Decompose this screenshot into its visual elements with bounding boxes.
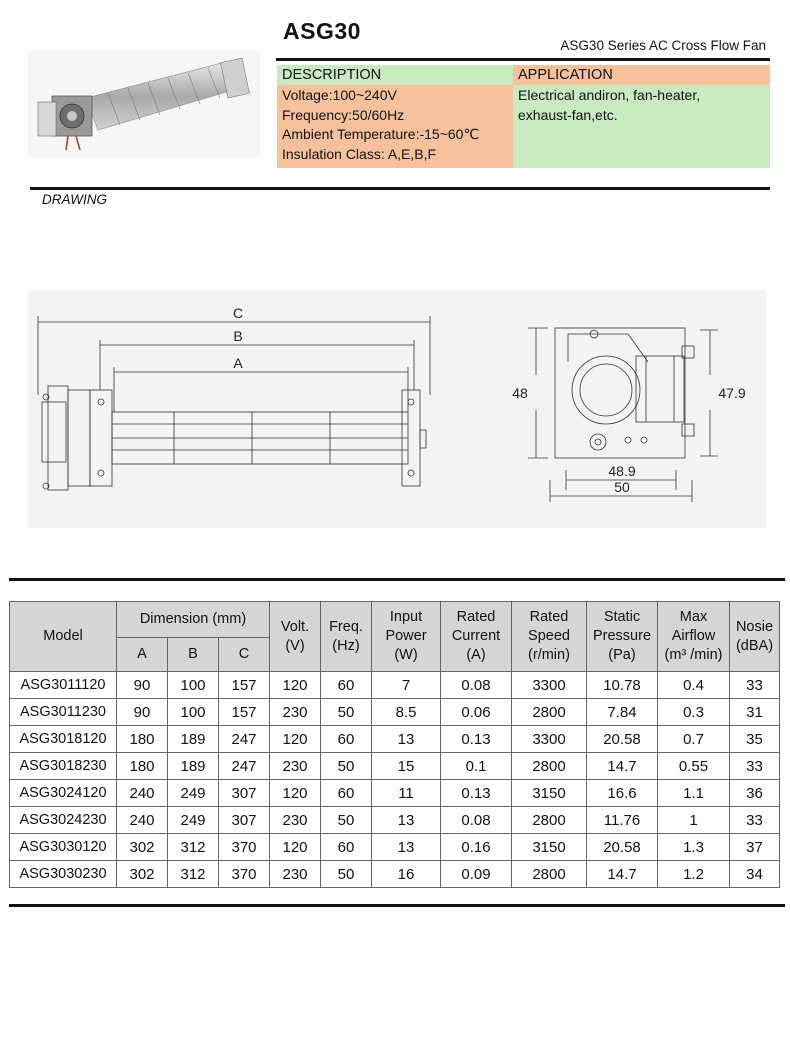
cell-dim-c: 370 xyxy=(219,834,270,861)
cell-noise: 34 xyxy=(730,861,780,888)
col-header-static-pressure: Static Pressure (Pa) xyxy=(587,602,658,672)
col-header-rated-current: Rated Current (A) xyxy=(441,602,512,672)
cell-model: ASG3030230 xyxy=(10,861,117,888)
dim-label-48-9: 48.9 xyxy=(608,463,636,479)
col-header-rated-speed: Rated Speed (r/min) xyxy=(512,602,587,672)
cell-dim-a: 240 xyxy=(117,807,168,834)
dimension-drawing-svg xyxy=(28,290,766,528)
cell-dim-b: 100 xyxy=(168,699,219,726)
insulation-spec: Insulation Class: A,E,B,F xyxy=(282,145,437,162)
application-line: Electrical andiron, fan-heater, xyxy=(518,87,701,103)
cell-static-pressure: 14.7 xyxy=(587,753,658,780)
table-row xyxy=(10,834,780,861)
table-row xyxy=(10,726,780,753)
cell-rated-speed: 2800 xyxy=(512,753,587,780)
spec-table-header xyxy=(10,602,780,672)
col-header-noise: Nosie (dBA) xyxy=(730,602,780,672)
table-row xyxy=(10,861,780,888)
frequency-spec: Frequency:50/60Hz xyxy=(282,106,405,123)
cell-freq: 50 xyxy=(321,807,372,834)
header-rule xyxy=(276,58,770,61)
product-photo xyxy=(28,50,260,158)
cell-max-airflow: 0.3 xyxy=(658,699,730,726)
cell-max-airflow: 1.2 xyxy=(658,861,730,888)
cell-dim-a: 302 xyxy=(117,861,168,888)
cell-model: ASG3018120 xyxy=(10,726,117,753)
description-heading: DESCRIPTION xyxy=(277,65,513,85)
cell-noise: 33 xyxy=(730,672,780,699)
col-header-dimension: Dimension (mm) xyxy=(117,602,270,638)
cell-dim-c: 307 xyxy=(219,780,270,807)
table-row xyxy=(10,699,780,726)
cell-volt: 120 xyxy=(270,726,321,753)
cell-dim-b: 249 xyxy=(168,780,219,807)
dim-label-47-9: 47.9 xyxy=(718,385,746,401)
cross-flow-fan-image xyxy=(28,50,260,158)
col-header-volt: Volt. (V) xyxy=(270,602,321,672)
cell-input-power: 15 xyxy=(372,753,441,780)
cell-input-power: 7 xyxy=(372,672,441,699)
cell-freq: 60 xyxy=(321,834,372,861)
cell-rated-speed: 2800 xyxy=(512,699,587,726)
cell-model: ASG3018230 xyxy=(10,753,117,780)
dim-label-a: A xyxy=(233,355,243,371)
application-body xyxy=(513,85,770,168)
cell-volt: 230 xyxy=(270,753,321,780)
cell-freq: 50 xyxy=(321,699,372,726)
application-line: exhaust-fan,etc. xyxy=(518,106,618,123)
cell-freq: 60 xyxy=(321,780,372,807)
cell-noise: 31 xyxy=(730,699,780,726)
cell-rated-current: 0.16 xyxy=(441,834,512,861)
drawing-label: DRAWING xyxy=(42,192,108,207)
application-heading: APPLICATION xyxy=(513,65,770,85)
cell-input-power: 13 xyxy=(372,834,441,861)
cell-rated-current: 0.08 xyxy=(441,672,512,699)
cell-rated-current: 0.13 xyxy=(441,780,512,807)
cell-static-pressure: 16.6 xyxy=(587,780,658,807)
cell-dim-c: 247 xyxy=(219,726,270,753)
cell-volt: 230 xyxy=(270,861,321,888)
cell-dim-c: 307 xyxy=(219,807,270,834)
cell-input-power: 13 xyxy=(372,807,441,834)
cell-static-pressure: 14.7 xyxy=(587,861,658,888)
cell-dim-a: 240 xyxy=(117,780,168,807)
cell-volt: 120 xyxy=(270,672,321,699)
cell-max-airflow: 1.3 xyxy=(658,834,730,861)
cell-static-pressure: 20.58 xyxy=(587,834,658,861)
dim-label-c: C xyxy=(232,305,244,321)
cell-max-airflow: 1.1 xyxy=(658,780,730,807)
cell-max-airflow: 0.7 xyxy=(658,726,730,753)
cell-dim-a: 302 xyxy=(117,834,168,861)
col-header-c: C xyxy=(219,638,270,672)
dim-label-48: 48 xyxy=(512,385,528,401)
cell-freq: 60 xyxy=(321,672,372,699)
cell-input-power: 11 xyxy=(372,780,441,807)
cell-rated-current: 0.1 xyxy=(441,753,512,780)
cell-static-pressure: 7.84 xyxy=(587,699,658,726)
cell-rated-speed: 2800 xyxy=(512,807,587,834)
cell-input-power: 8.5 xyxy=(372,699,441,726)
cell-rated-current: 0.08 xyxy=(441,807,512,834)
cell-model: ASG3011230 xyxy=(10,699,117,726)
cell-noise: 35 xyxy=(730,726,780,753)
cell-dim-b: 249 xyxy=(168,807,219,834)
cell-noise: 33 xyxy=(730,753,780,780)
cell-rated-speed: 3150 xyxy=(512,834,587,861)
cell-rated-speed: 3150 xyxy=(512,780,587,807)
cell-rated-current: 0.09 xyxy=(441,861,512,888)
cell-static-pressure: 11.76 xyxy=(587,807,658,834)
cell-freq: 60 xyxy=(321,726,372,753)
cell-noise: 33 xyxy=(730,807,780,834)
temperature-spec: Ambient Temperature:-15~60℃ xyxy=(282,126,480,142)
cell-rated-current: 0.13 xyxy=(441,726,512,753)
series-subtitle: ASG30 Series AC Cross Flow Fan xyxy=(560,38,766,53)
cell-dim-b: 189 xyxy=(168,753,219,780)
cell-dim-c: 157 xyxy=(219,699,270,726)
cell-dim-a: 180 xyxy=(117,726,168,753)
cell-volt: 120 xyxy=(270,834,321,861)
cell-dim-b: 312 xyxy=(168,834,219,861)
table-row xyxy=(10,672,780,699)
cell-freq: 50 xyxy=(321,753,372,780)
col-header-input-power: Input Power (W) xyxy=(372,602,441,672)
col-header-b: B xyxy=(168,638,219,672)
cell-dim-b: 312 xyxy=(168,861,219,888)
table-row xyxy=(10,780,780,807)
cell-volt: 230 xyxy=(270,699,321,726)
cell-rated-current: 0.06 xyxy=(441,699,512,726)
cell-dim-b: 100 xyxy=(168,672,219,699)
col-header-a: A xyxy=(117,638,168,672)
dim-label-50: 50 xyxy=(614,479,630,495)
cell-static-pressure: 10.78 xyxy=(587,672,658,699)
technical-drawing xyxy=(28,290,766,528)
cell-max-airflow: 1 xyxy=(658,807,730,834)
cell-dim-a: 180 xyxy=(117,753,168,780)
cell-noise: 36 xyxy=(730,780,780,807)
cell-rated-speed: 2800 xyxy=(512,861,587,888)
table-row xyxy=(10,807,780,834)
cell-dim-c: 370 xyxy=(219,861,270,888)
cell-dim-c: 157 xyxy=(219,672,270,699)
table-bottom-rule xyxy=(9,904,785,907)
cell-static-pressure: 20.58 xyxy=(587,726,658,753)
cell-dim-c: 247 xyxy=(219,753,270,780)
model-series-title: ASG30 xyxy=(283,18,361,44)
cell-max-airflow: 0.55 xyxy=(658,753,730,780)
col-header-model: Model xyxy=(10,602,117,672)
cell-volt: 120 xyxy=(270,780,321,807)
cell-rated-speed: 3300 xyxy=(512,672,587,699)
cell-rated-speed: 3300 xyxy=(512,726,587,753)
col-header-max-airflow: Max Airflow (m³ /min) xyxy=(658,602,730,672)
cell-model: ASG3024230 xyxy=(10,807,117,834)
cell-dim-a: 90 xyxy=(117,672,168,699)
table-row xyxy=(10,753,780,780)
cell-freq: 50 xyxy=(321,861,372,888)
cell-volt: 230 xyxy=(270,807,321,834)
dim-label-b: B xyxy=(233,328,243,344)
cell-input-power: 13 xyxy=(372,726,441,753)
spec-table-body xyxy=(10,672,780,888)
description-body xyxy=(277,85,513,168)
cell-model: ASG3024120 xyxy=(10,780,117,807)
table-top-rule xyxy=(9,578,785,581)
cell-model: ASG3030120 xyxy=(10,834,117,861)
cell-noise: 37 xyxy=(730,834,780,861)
cell-model: ASG3011120 xyxy=(10,672,117,699)
cell-max-airflow: 0.4 xyxy=(658,672,730,699)
voltage-spec: Voltage:100~240V xyxy=(282,87,397,103)
cell-input-power: 16 xyxy=(372,861,441,888)
col-header-freq: Freq. (Hz) xyxy=(321,602,372,672)
cell-dim-a: 90 xyxy=(117,699,168,726)
spec-table xyxy=(9,601,780,888)
section-rule xyxy=(30,187,770,190)
cell-dim-b: 189 xyxy=(168,726,219,753)
